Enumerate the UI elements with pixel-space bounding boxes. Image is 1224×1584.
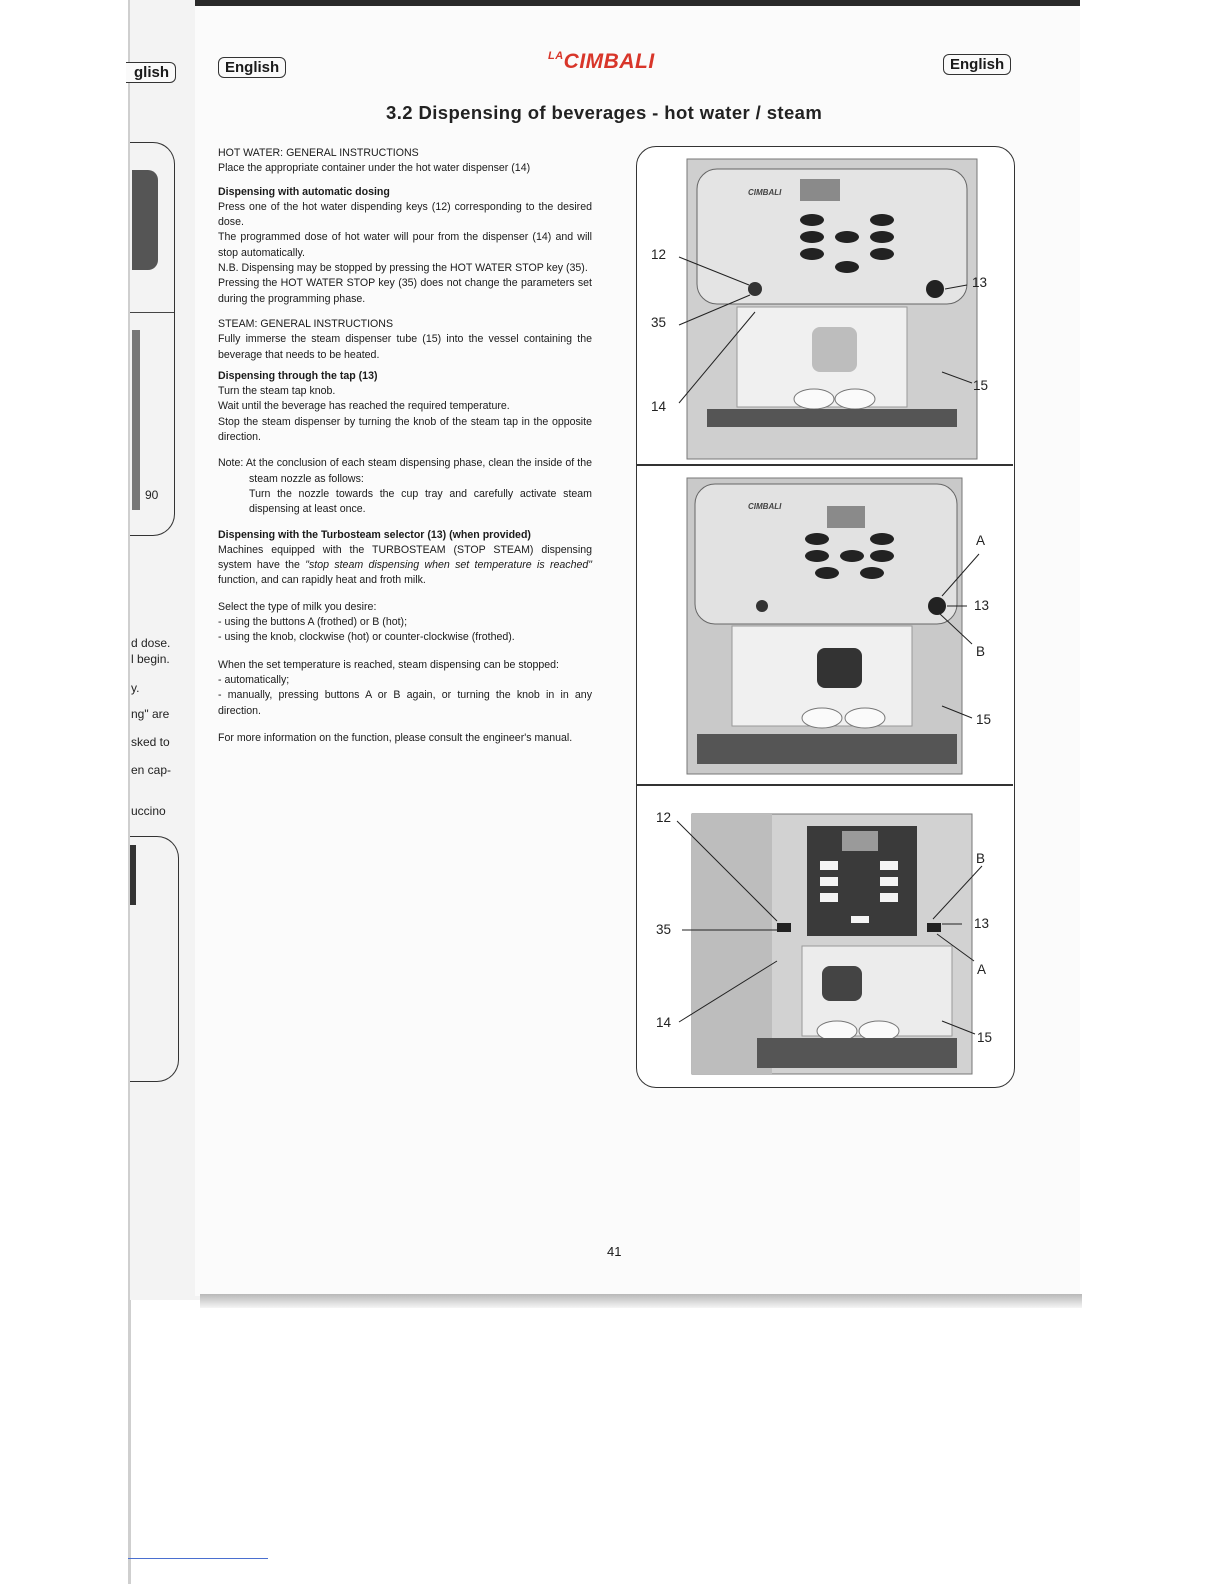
figure-2-brand: CIMBALI [748,502,782,511]
left-page-line: ng" are [131,707,170,721]
steam-heading: STEAM: GENERAL INSTRUCTIONS [218,317,394,330]
turbosteam-quote: "stop steam dispensing when set temperature is reached" [305,559,592,572]
page-bottom-edge [200,1294,1082,1308]
steam-body: Fully immerse the steam dispenser tube (15) into the vessel containing the beverage that needs to be heated. [218,333,592,361]
figure-3-callout-14: 14 [656,1015,672,1030]
figure-3-callout-13: 13 [974,916,990,931]
stop-option-2: - manually, pressing buttons A or B again, or turning the knob in in any direction. [218,689,592,717]
stop-intro: When the set temperature is reached, steam dispensing can be stopped: [218,658,559,671]
tap-body-1: Turn the steam tap knob. [218,385,336,398]
scan-artifact-line [128,1558,268,1559]
left-page-line: uccino [131,804,166,818]
figure-3-callout-35: 35 [656,922,672,937]
figure-3-callout-A: A [977,962,987,977]
turbosteam-body-1: Machines equipped with the TURBOSTEAM (STOP STEAM) dispensing system have the [218,543,592,572]
tap-body-2: Wait until the beverage has reached the required temperature. [218,400,510,413]
figure-3-callout-15: 15 [977,1030,993,1045]
stop-option-1: - automatically; [218,673,290,686]
figure-2-callout-A: A [976,533,986,548]
language-tab-right: English [943,54,1011,75]
left-page-figure-frame-2 [130,836,179,1082]
auto-dosing-heading: Dispensing with automatic dosing [218,185,390,198]
auto-dosing-body-4: Pressing the HOT WATER STOP key (35) does not change the parameters set during the programming phase. [218,277,592,305]
figure-1-brand: CIMBALI [748,188,782,197]
left-page-line: sked to [131,735,170,749]
left-page-figure-image [132,170,158,270]
left-page-line: d dose. [131,636,171,650]
tap-body-3: Stop the steam dispenser by turning the knob of the steam tap in the opposite direction. [218,415,592,444]
logo-main: CIMBALI [563,50,655,73]
left-page-figure-image-2 [132,330,140,510]
cimbali-logo [548,50,655,74]
figure-2-machine [637,466,1013,782]
turbosteam-body [218,543,592,589]
language-tab-left: English [218,57,286,78]
left-page-line: y. [131,681,140,695]
note-line-2: Turn the nozzle towards the cup tray and carefully activate steam dispensing at least once. [249,487,592,516]
figure-2-callout-15: 15 [976,712,992,727]
milk-option-1: - using the buttons A (frothed) or B (hot); [218,616,408,629]
page-number: 41 [607,1244,622,1259]
section-title: 3.2 Dispensing of beverages - hot water / steam [386,102,823,123]
figure-2-callout-13: 13 [974,598,990,613]
figure-1-machine [637,147,1013,463]
milk-option-2: - using the knob, clockwise (hot) or counter-clockwise (frothed). [218,631,515,644]
figure-3-machine [637,786,1013,1082]
figure-1-callout-12: 12 [651,247,667,262]
turbosteam-heading: Dispensing with the Turbosteam selector (13) (when provided) [218,528,531,541]
page-top-shadow [195,0,1080,6]
hot-water-heading: HOT WATER: GENERAL INSTRUCTIONS [218,147,419,159]
left-page-divider [130,312,174,313]
more-info: For more information on the function, please consult the engineer's manual. [218,731,573,744]
figure-1-callout-14: 14 [651,399,667,414]
left-page-figure-number: 90 [145,488,159,502]
figure-1-callout-13: 13 [972,275,988,290]
figure-1-callout-35: 35 [651,315,667,330]
left-page-tab: glish [126,62,176,83]
figure-3-callout-B: B [976,851,986,866]
instructions-column [218,146,592,746]
figure-3-callout-12: 12 [656,810,672,825]
left-page-figure-image-3 [130,845,136,905]
auto-dosing-body-2: The programmed dose of hot water will pour from the dispenser (14) and will stop automatically. [218,231,592,259]
tap-heading: Dispensing through the tap (13) [218,369,378,382]
left-page-line: en cap- [131,763,172,777]
auto-dosing-body-1: Press one of the hot water dispending keys (12) corresponding to the desired dose. [218,200,592,229]
milk-intro: Select the type of milk you desire: [218,600,377,613]
turbosteam-body-2: function, and can rapidly heat and froth milk. [218,574,426,587]
figure-1-callout-15: 15 [973,378,989,393]
hot-water-body: Place the appropriate container under the hot water dispenser (14) [218,162,531,175]
figure-2-callout-B: B [976,644,986,659]
auto-dosing-body-3: N.B. Dispensing may be stopped by pressing the HOT WATER STOP key (35). [218,262,588,275]
logo-prefix: LA [548,50,564,62]
left-page-line: l begin. [131,652,170,666]
note-line-1: Note: At the conclusion of each steam dispensing phase, clean the inside of the steam nozzle as follows: [218,457,592,485]
